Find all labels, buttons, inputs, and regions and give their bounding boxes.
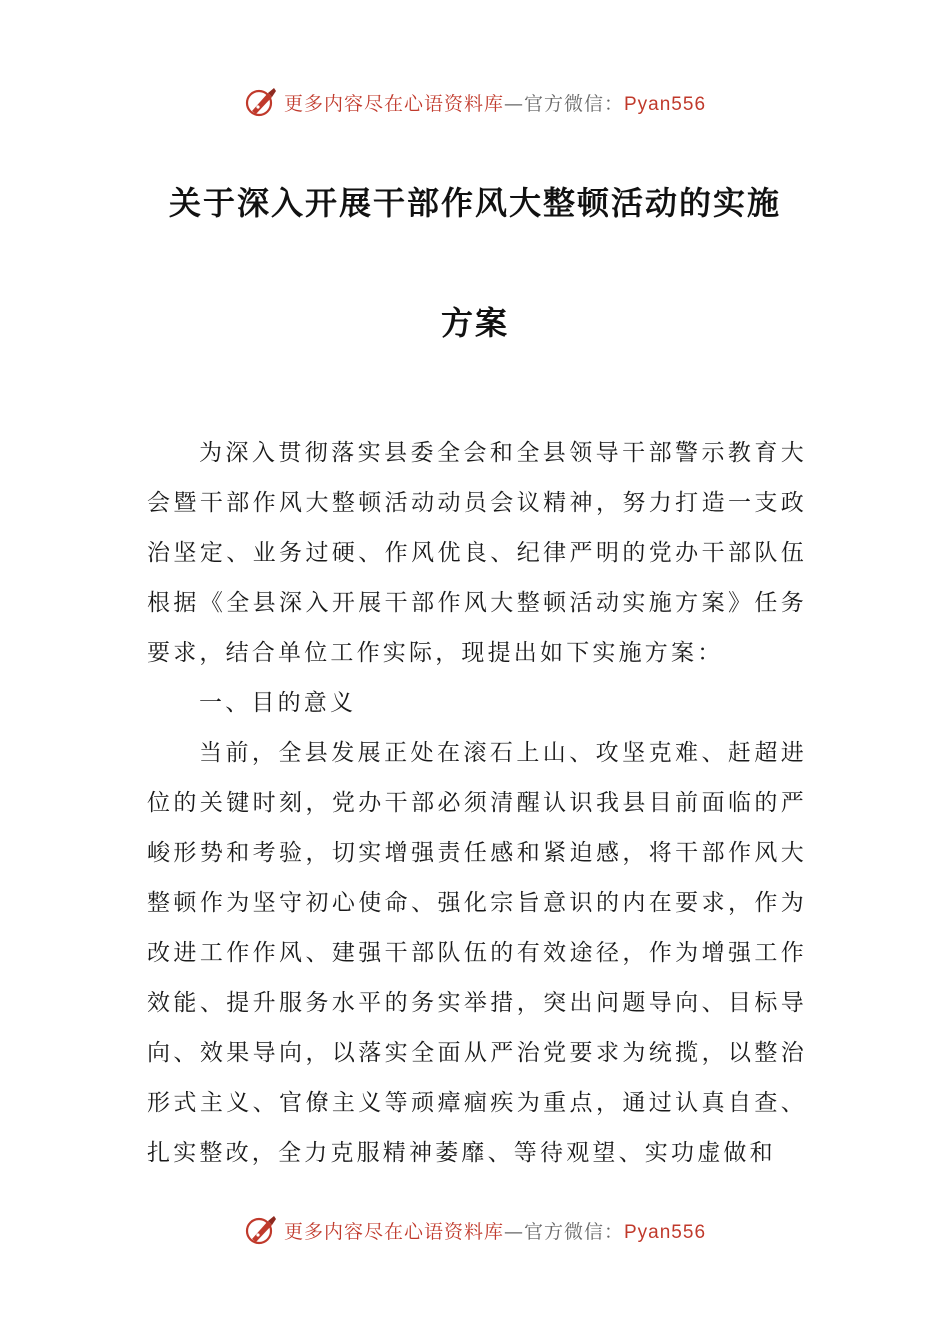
- document-title-line-1: 关于深入开展干部作风大整顿活动的实施: [168, 184, 781, 222]
- body-paragraph-intro: 为深入贯彻落实县委全会和全县领导干部警示教育大会暨干部作风大整顿活动动员会议精神，努力打造一支政治坚定、业务过硬、作风优良、纪律严明的党办干部队伍根据《全县深入开展干部作风大整顿活动实施方案》任务要求，结合单位工作实际，现提出如下实施方案：: [147, 440, 807, 666]
- watermark-separator-text: —官方微信：: [503, 1220, 624, 1243]
- watermark-banner-bottom: [0, 1210, 950, 1250]
- watermark-banner-top: [0, 82, 950, 122]
- pen-nib-circle-icon: [244, 1213, 278, 1247]
- watermark-separator-text: —官方微信：: [503, 92, 624, 115]
- watermark-wechat-id: Pyan556: [624, 93, 707, 115]
- watermark-text: [284, 89, 706, 116]
- document-body: [147, 428, 807, 1178]
- watermark-text: [284, 1217, 706, 1244]
- watermark-main-text: 更多内容尽在心语资料库: [283, 1220, 504, 1243]
- section-heading-purpose: 一、目的意义: [199, 690, 357, 716]
- watermark-main-text: 更多内容尽在心语资料库: [283, 92, 504, 115]
- pen-nib-circle-icon: [244, 85, 278, 119]
- document-title-line-2: 方案: [440, 304, 509, 342]
- body-paragraph-current-situation: 当前，全县发展正处在滚石上山、攻坚克难、赶超进位的关键时刻，党办干部必须清醒认识我县目前面临的严峻形势和考验，切实增强责任感和紧迫感，将干部作风大整顿作为坚守初心使命、强化宗旨意识的内在要求，作为改进工作作风、建强干部队伍的有效途径，作为增强工作效能、提升服务水平的务实举措，突出问题导向、目标导向、效果导向，以落实全面从严治党要求为统揽，以整治形式主义、官僚主义等顽瘴痼疾为重点，通过认真自查、扎实整改，全力克服精神萎靡、等待观望、实功虚做和: [147, 740, 807, 1166]
- watermark-wechat-id: Pyan556: [624, 1221, 707, 1243]
